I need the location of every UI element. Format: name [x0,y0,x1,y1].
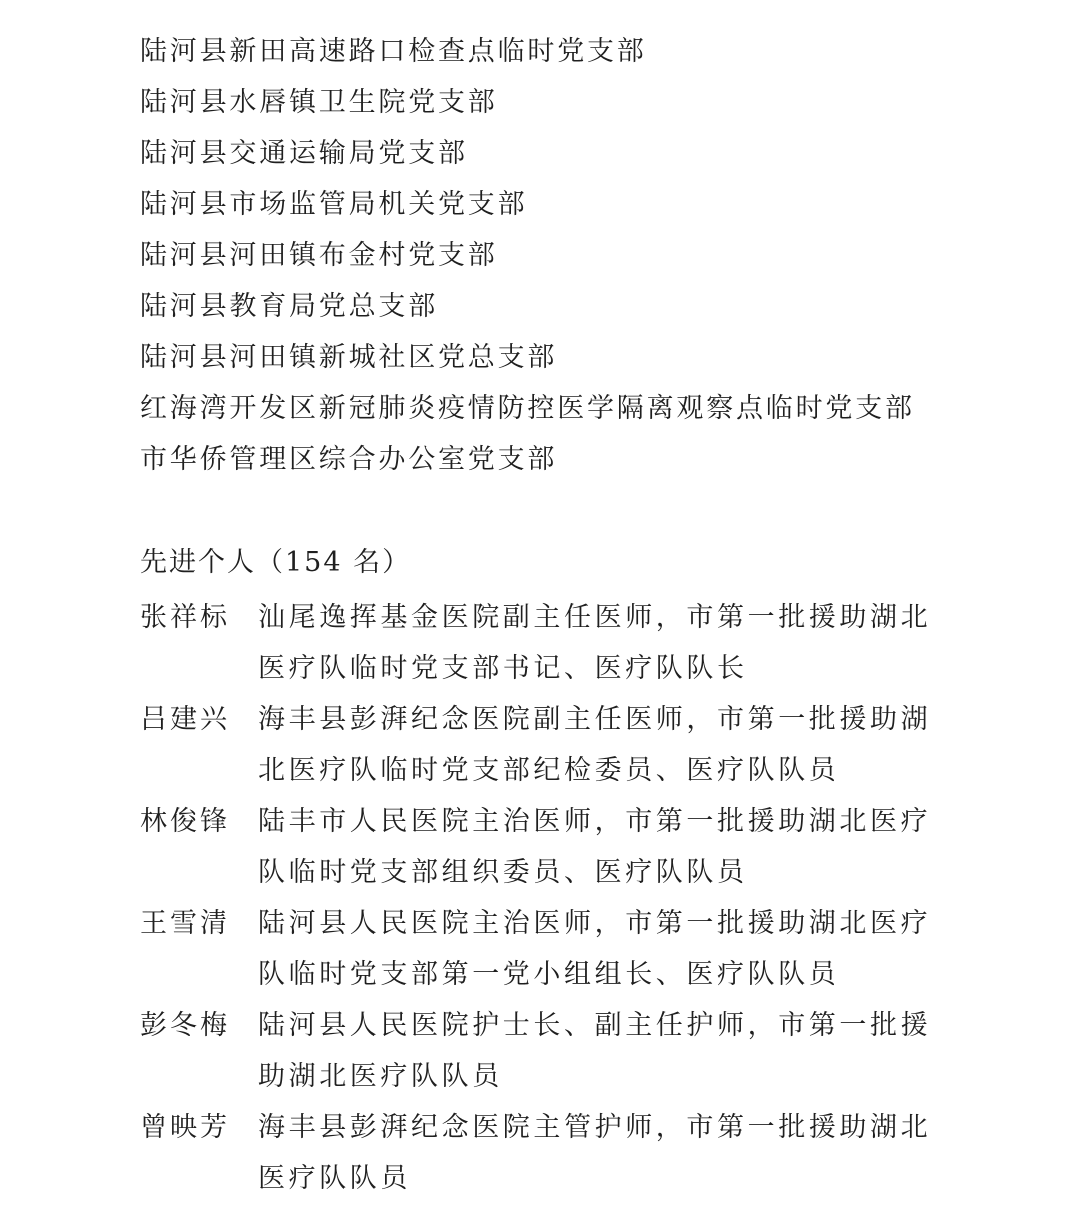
person-description: 汕尾逸挥基金医院副主任医师，市第一批援助湖北医疗队临时党支部书记、医疗队队长 [258,602,932,684]
organization-item: 陆河县水唇镇卫生院党支部 [140,87,498,118]
person-entry [140,694,960,796]
organization-item: 陆河县河田镇新城社区党总支部 [140,342,558,373]
person-description: 陆河县人民医院护士长、副主任护师，市第一批援助湖北医疗队队员 [258,1010,932,1092]
person-description: 海丰县彭湃纪念医院主管护师，市第一批援助湖北医疗队队员 [258,1112,932,1194]
organization-item: 陆河县河田镇布金村党支部 [140,240,498,271]
person-entry [140,1000,960,1102]
organization-item: 红海湾开发区新冠肺炎疫情防控医学隔离观察点临时党支部 [140,393,915,424]
person-list [140,592,960,1204]
person-entry [140,898,960,1000]
person-entry [140,1102,960,1204]
person-name: 吕建兴 [140,704,230,735]
person-description: 陆河县人民医院主治医师，市第一批援助湖北医疗队临时党支部第一党小组组长、医疗队队员 [258,908,932,990]
organization-item: 陆河县交通运输局党支部 [140,138,468,169]
person-name: 彭冬梅 [140,1010,230,1041]
organization-list [140,30,1020,489]
organization-item: 陆河县教育局党总支部 [140,291,438,322]
person-name: 曾映芳 [140,1112,230,1143]
section-title: 先进个人（154 名） [140,547,412,578]
person-description: 陆丰市人民医院主治医师，市第一批援助湖北医疗队临时党支部组织委员、医疗队队员 [258,806,932,888]
person-entry [140,796,960,898]
organization-item: 陆河县市场监管局机关党支部 [140,189,528,220]
person-name: 张祥标 [140,602,230,633]
organization-item: 陆河县新田高速路口检查点临时党支部 [140,36,647,67]
person-entry [140,592,960,694]
organization-item: 市华侨管理区综合办公室党支部 [140,444,558,475]
person-name: 王雪清 [140,908,230,939]
person-name: 林俊锋 [140,806,230,837]
person-description: 海丰县彭湃纪念医院副主任医师，市第一批援助湖北医疗队临时党支部纪检委员、医疗队队员 [258,704,932,786]
